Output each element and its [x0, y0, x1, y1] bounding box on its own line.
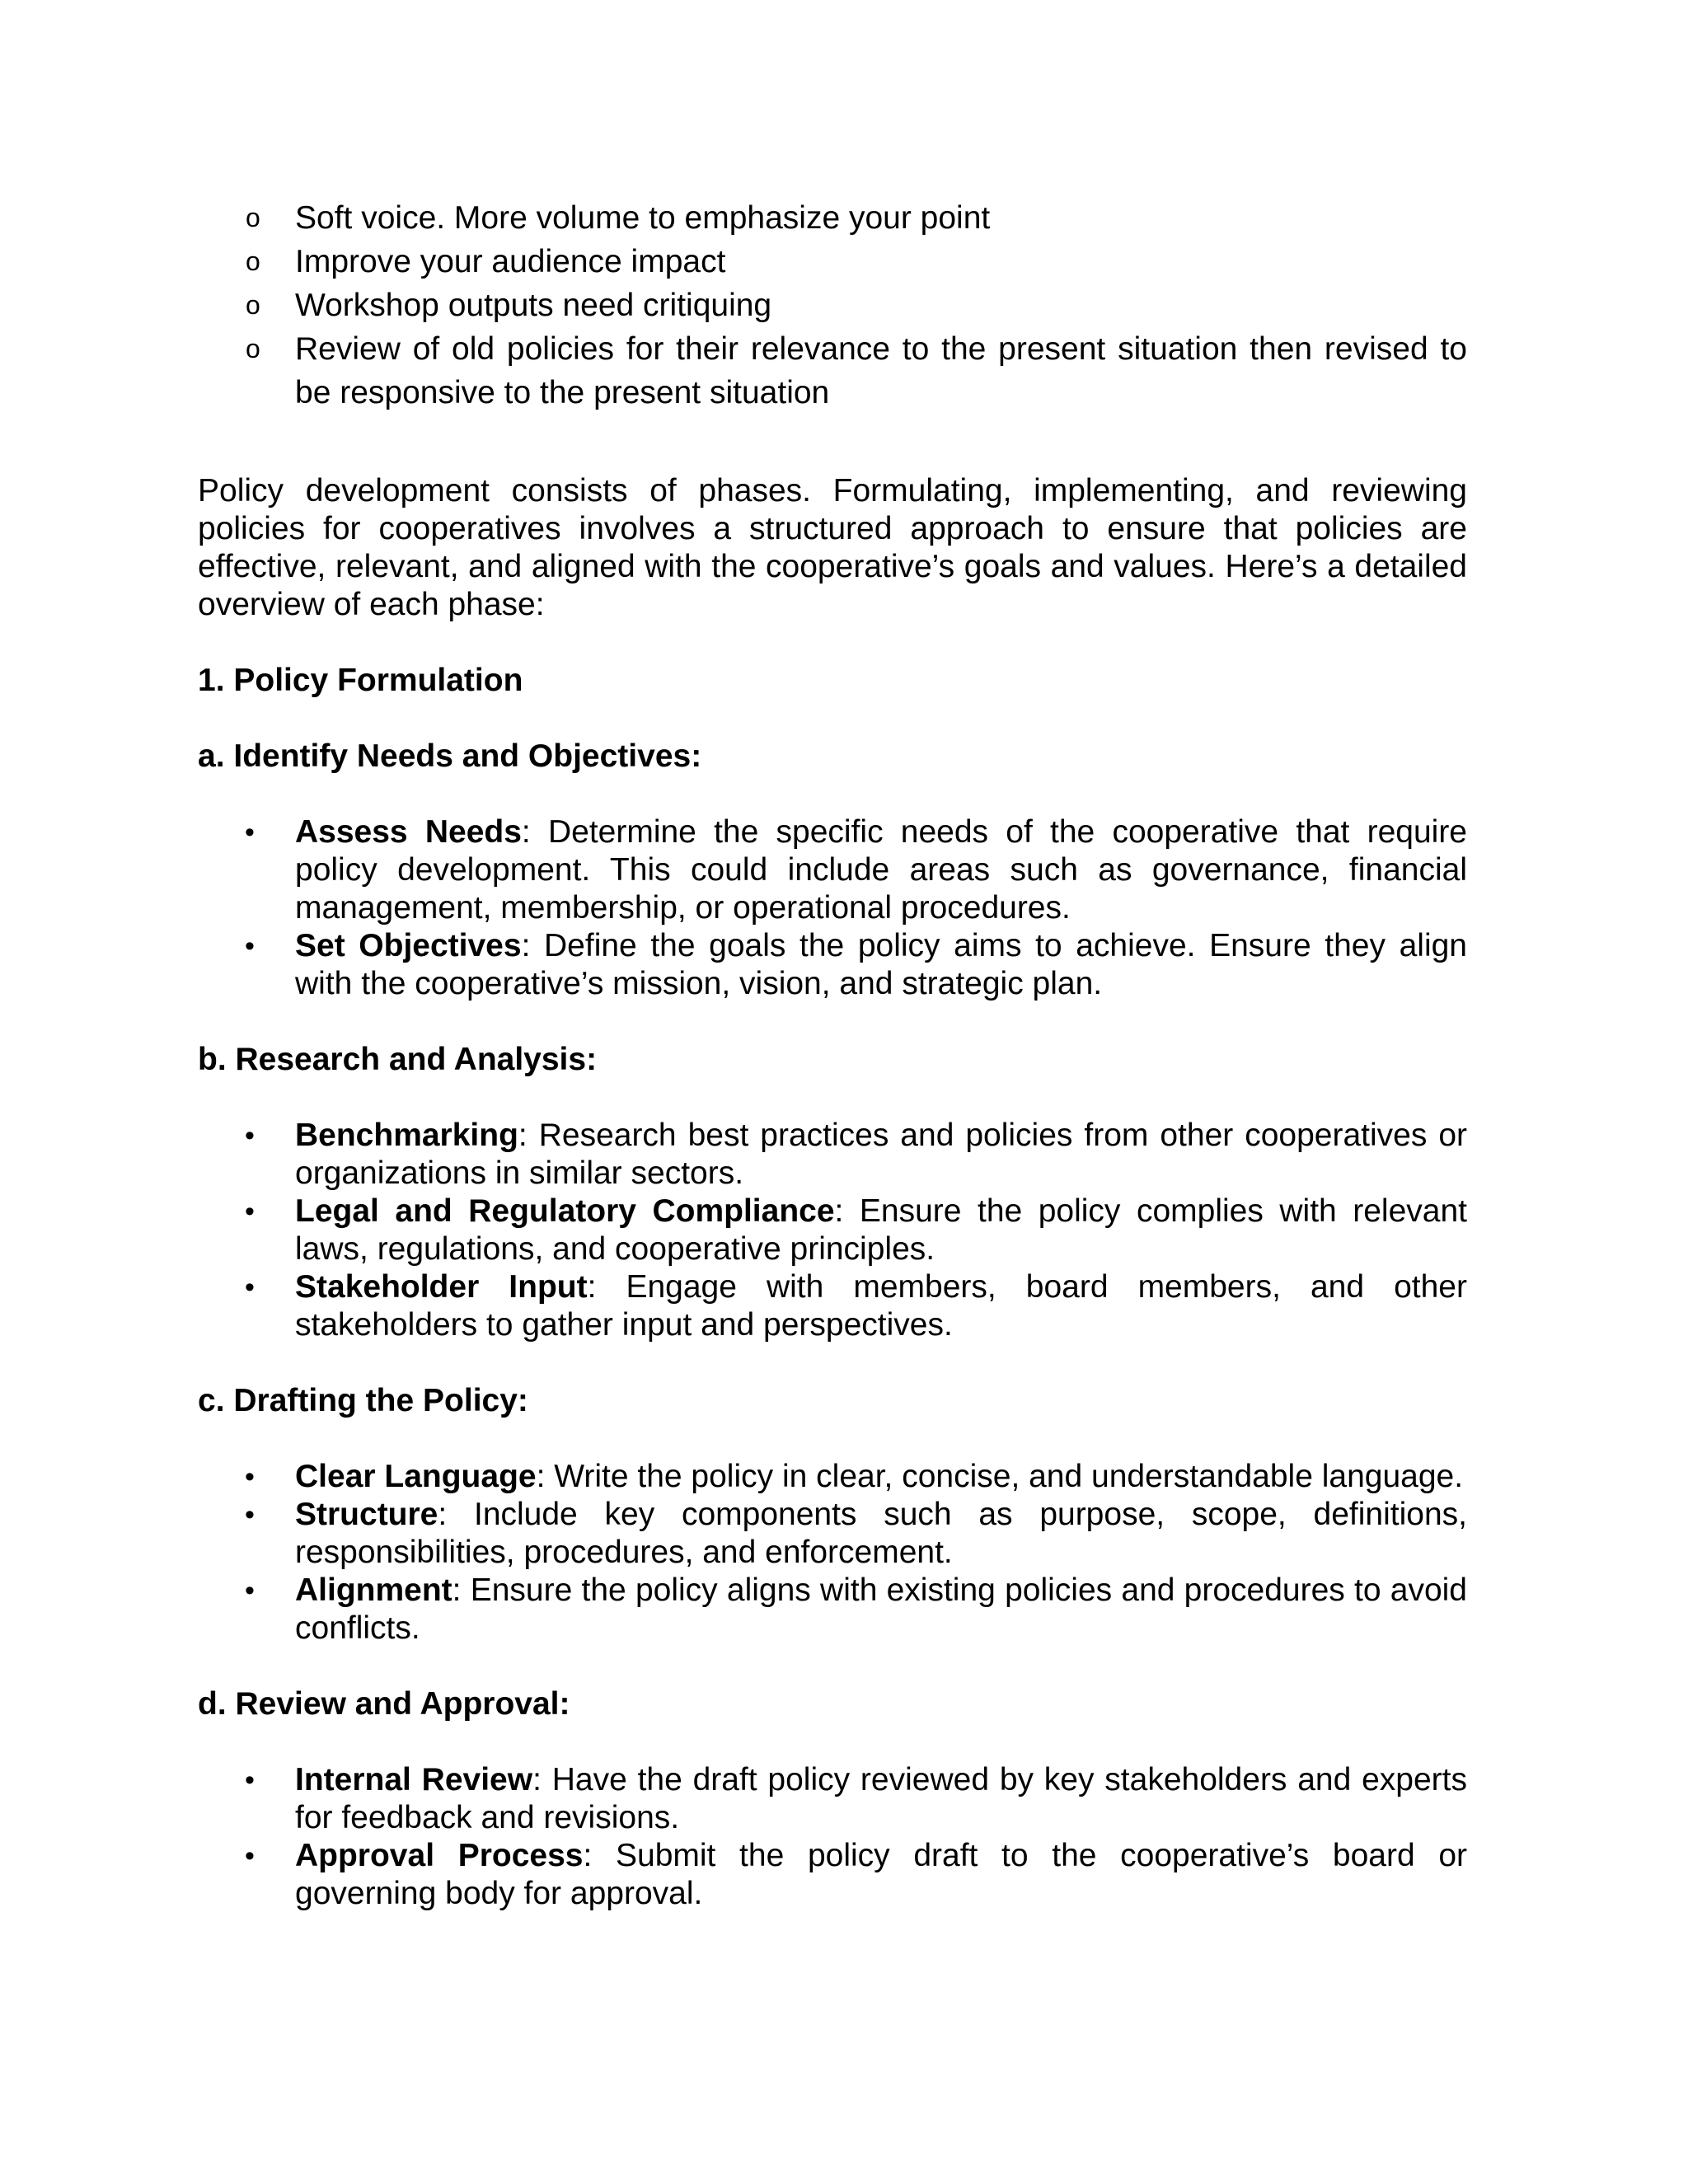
item-term: Set Objectives	[295, 928, 522, 963]
section-heading: 1. Policy Formulation	[198, 663, 523, 698]
item-term: Structure	[295, 1497, 438, 1532]
item-text: : Determine the specific needs of the cooperative that require policy development. This could include areas such as governance, financial management, membership, or operational procedures.	[295, 814, 1467, 926]
subsection-heading: a. Identify Needs and Objectives:	[198, 738, 702, 774]
bullet-icon: •	[245, 1461, 255, 1493]
item-text: : Submit the policy draft to the cooperative’s board or governing body for approval.	[295, 1838, 1467, 1911]
item-text: : Have the draft policy reviewed by key stakeholders and experts for feedback and revisions.	[295, 1762, 1467, 1835]
note-text: Workshop outputs need critiquing	[295, 288, 772, 323]
bullet-icon: •	[245, 1765, 255, 1796]
bullet-icon: •	[245, 930, 255, 962]
list-item	[198, 1761, 1467, 1837]
subsection-heading: b. Research and Analysis:	[198, 1042, 598, 1077]
item-text: : Research best practices and policies from other cooperatives or organizations in similar sectors.	[295, 1118, 1467, 1191]
item-term: Legal and Regulatory Compliance	[295, 1193, 835, 1229]
list-item	[198, 196, 1467, 240]
list-item	[198, 1268, 1467, 1344]
bullet-list	[198, 1761, 1467, 1913]
item-term: Benchmarking	[295, 1118, 518, 1153]
list-item	[198, 1117, 1467, 1193]
note-text: Review of old policies for their relevance to the present situation then revised to be responsive to the present situation	[295, 331, 1467, 410]
item-text: : Write the policy in clear, concise, and understandable language.	[536, 1459, 1464, 1494]
list-item	[198, 327, 1467, 415]
note-text: Soft voice. More volume to emphasize your point	[295, 200, 991, 236]
bullet-icon: •	[245, 1575, 255, 1606]
circle-bullet-icon: o	[246, 203, 260, 232]
bullet-icon: •	[245, 817, 255, 848]
bullet-icon: •	[245, 1120, 255, 1151]
bullet-list	[198, 813, 1467, 1003]
item-term: Stakeholder Input	[295, 1269, 588, 1305]
bullet-icon: •	[245, 1272, 255, 1303]
item-text: : Ensure the policy aligns with existing policies and procedures to avoid conflicts.	[295, 1572, 1467, 1646]
list-item	[198, 927, 1467, 1003]
circle-bullet-icon: o	[246, 334, 260, 363]
item-term: Approval Process	[295, 1838, 584, 1873]
intro-paragraph: Policy development consists of phases. Formulating, implementing, and reviewing policies for cooperatives involves a structured approach to ensure that policies are effective, relevant, and aligned with the cooperative’s goals and values. Here’s a detailed overview of each phase:	[198, 473, 1467, 622]
item-term: Clear Language	[295, 1459, 537, 1494]
bullet-icon: •	[245, 1840, 255, 1872]
bullet-list	[198, 1117, 1467, 1344]
list-item	[198, 1458, 1467, 1496]
subsection-heading: c. Drafting the Policy:	[198, 1383, 528, 1418]
item-term: Internal Review	[295, 1762, 533, 1797]
list-item	[198, 1572, 1467, 1647]
item-term: Alignment	[295, 1572, 452, 1608]
circle-bullet-icon: o	[246, 246, 260, 276]
note-text: Improve your audience impact	[295, 244, 726, 279]
list-item	[198, 1193, 1467, 1268]
item-text: : Include key components such as purpose, scope, definitions, responsibilities, procedures, and enforcement.	[295, 1497, 1467, 1570]
list-item	[198, 813, 1467, 927]
bullet-icon: •	[245, 1499, 255, 1530]
item-text: : Engage with members, board members, and other stakeholders to gather input and perspectives.	[295, 1269, 1467, 1343]
list-item	[198, 240, 1467, 284]
subsection-heading: d. Review and Approval:	[198, 1686, 570, 1722]
feedback-notes-list	[198, 196, 1467, 415]
item-text: : Ensure the policy complies with relevant laws, regulations, and cooperative principles.	[295, 1193, 1467, 1267]
item-text: : Define the goals the policy aims to achieve. Ensure they align with the cooperative’s mission, vision, and strategic plan.	[295, 928, 1467, 1001]
bullet-list	[198, 1458, 1467, 1647]
document-page	[198, 196, 1467, 1913]
list-item	[198, 284, 1467, 327]
list-item	[198, 1496, 1467, 1572]
bullet-icon: •	[245, 1196, 255, 1227]
item-term: Assess Needs	[295, 814, 522, 850]
list-item	[198, 1837, 1467, 1913]
circle-bullet-icon: o	[246, 290, 260, 320]
